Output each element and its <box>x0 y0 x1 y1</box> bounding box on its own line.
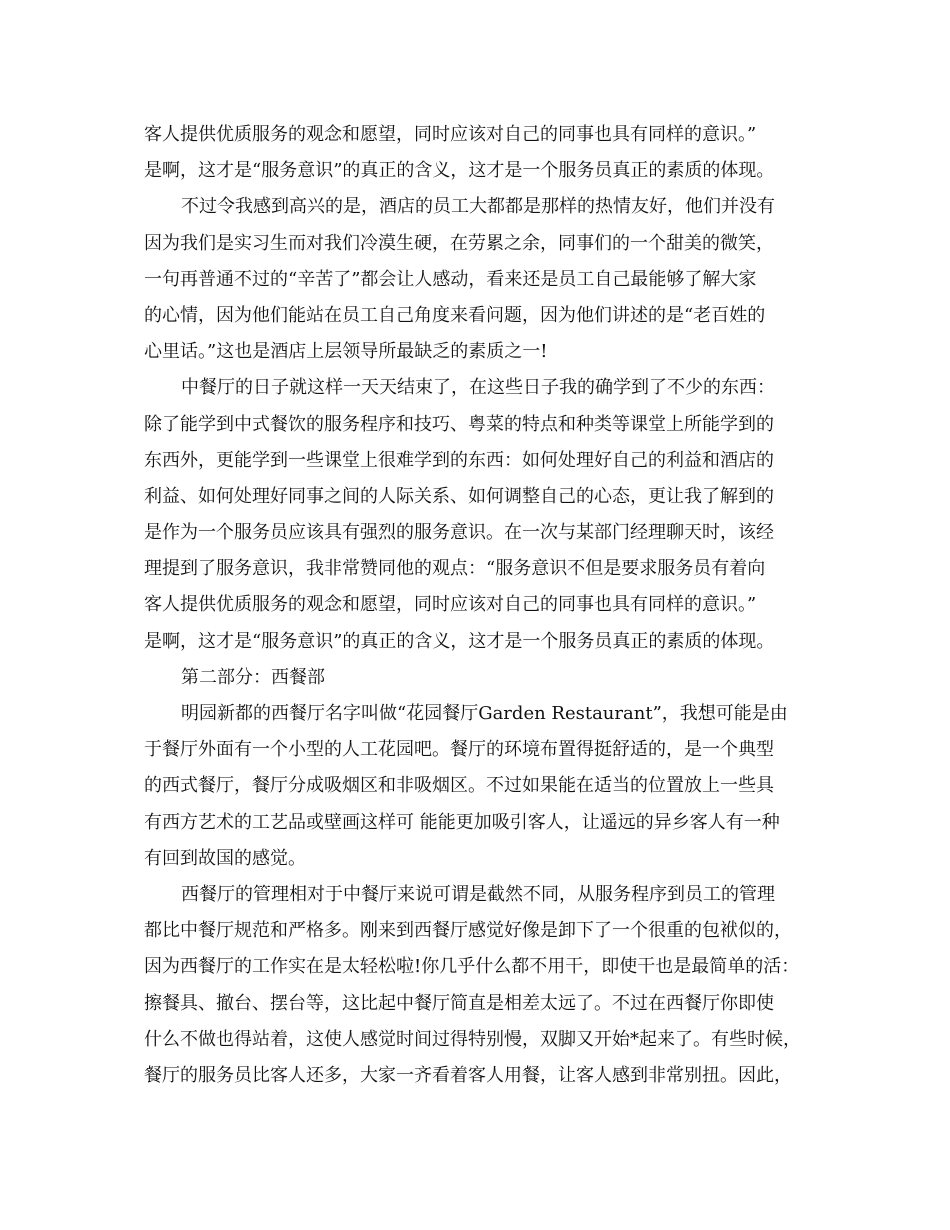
text-line: 客人提供优质服务的观念和愿望，同时应该对自己的同事也具有同样的意识。” <box>144 594 757 616</box>
text-line: 东西外，更能学到一些课堂上很难学到的东西：如何处理好自己的利益和酒店的 <box>144 449 774 471</box>
text-line: 心里话。”这也是酒店上层领导所最缺乏的素质之一! <box>144 341 548 363</box>
text-line: 擦餐具、撤台、摆台等，这比起中餐厅简直是相差太远了。不过在西餐厅你即使 <box>144 992 774 1014</box>
text-line: 是啊，这才是“服务意识”的真正的含义，这才是一个服务员真正的素质的体现。 <box>144 630 775 652</box>
text-line: 的西式餐厅，餐厅分成吸烟区和非吸烟区。不过如果能在适当的位置放上一些具 <box>144 775 774 797</box>
text-line: 除了能学到中式餐饮的服务程序和技巧、粤菜的特点和种类等课堂上所能学到的 <box>144 413 774 435</box>
text-line: 客人提供优质服务的观念和愿望，同时应该对自己的同事也具有同样的意识。” <box>144 124 757 145</box>
text-line: 西餐厅的管理相对于中餐厅来说可谓是截然不同，从服务程序到员工的管理 <box>181 883 775 905</box>
text-line: 的心情，因为他们能站在员工自己角度来看问题，因为他们讲述的是“老百姓的 <box>144 304 766 326</box>
text-line: 不过令我感到高兴的是，酒店的员工大都都是那样的热情友好，他们并没有 <box>181 196 775 218</box>
text-line: 理提到了服务意识，我非常赞同他的观点：“服务意识不但是要求服务员有着向 <box>144 558 766 580</box>
text-line: 是啊，这才是“服务意识”的真正的含义，这才是一个服务员真正的素质的体现。 <box>144 160 775 182</box>
text-line: 有西方艺术的工艺品或壁画这样可 能能更加吸引客人，让遥远的异乡客人有一种 <box>144 811 780 833</box>
text-line: 因为我们是实习生而对我们冷漠生硬，在劳累之余，同事们的一个甜美的微笑， <box>144 232 774 254</box>
text-line: 都比中餐厅规范和严格多。刚来到西餐厅感觉好像是卸下了一个很重的包袱似的， <box>144 920 792 942</box>
text-line: 餐厅的服务员比客人还多，大家一齐看着客人用餐，让客人感到非常别扭。因此， <box>144 1064 792 1086</box>
section-heading: 第二部分：西餐部 <box>181 666 325 688</box>
text-line: 是作为一个服务员应该具有强烈的服务意识。在一次与某部门经理聊天时，该经 <box>144 522 774 544</box>
document-body <box>144 117 816 1094</box>
text-line: 因为西餐厅的工作实在是太轻松啦!你几乎什么都不用干，即使干也是最简单的活： <box>144 956 800 978</box>
text-line: 一句再普通不过的“辛苦了”都会让人感动，看来还是员工自己最能够了解大家 <box>144 268 757 290</box>
text-line: 什么不做也得站着，这使人感觉时间过得特别慢，双脚又开始*起来了。有些时候， <box>144 1028 801 1050</box>
text-line: 明园新都的西餐厅名字叫做“花园餐厅Garden Restaurant”，我想可能是由 <box>181 703 788 724</box>
text-line: 有回到故国的感觉。 <box>144 847 306 869</box>
text-line: 中餐厅的日子就这样一天天结束了，在这些日子我的确学到了不少的东西： <box>181 377 775 399</box>
text-line: 于餐厅外面有一个小型的人工花园吧。餐厅的环境布置得挺舒适的，是一个典型 <box>144 739 774 761</box>
text-line: 利益、如何处理好同事之间的人际关系、如何调整自己的心态，更让我了解到的 <box>144 485 774 507</box>
